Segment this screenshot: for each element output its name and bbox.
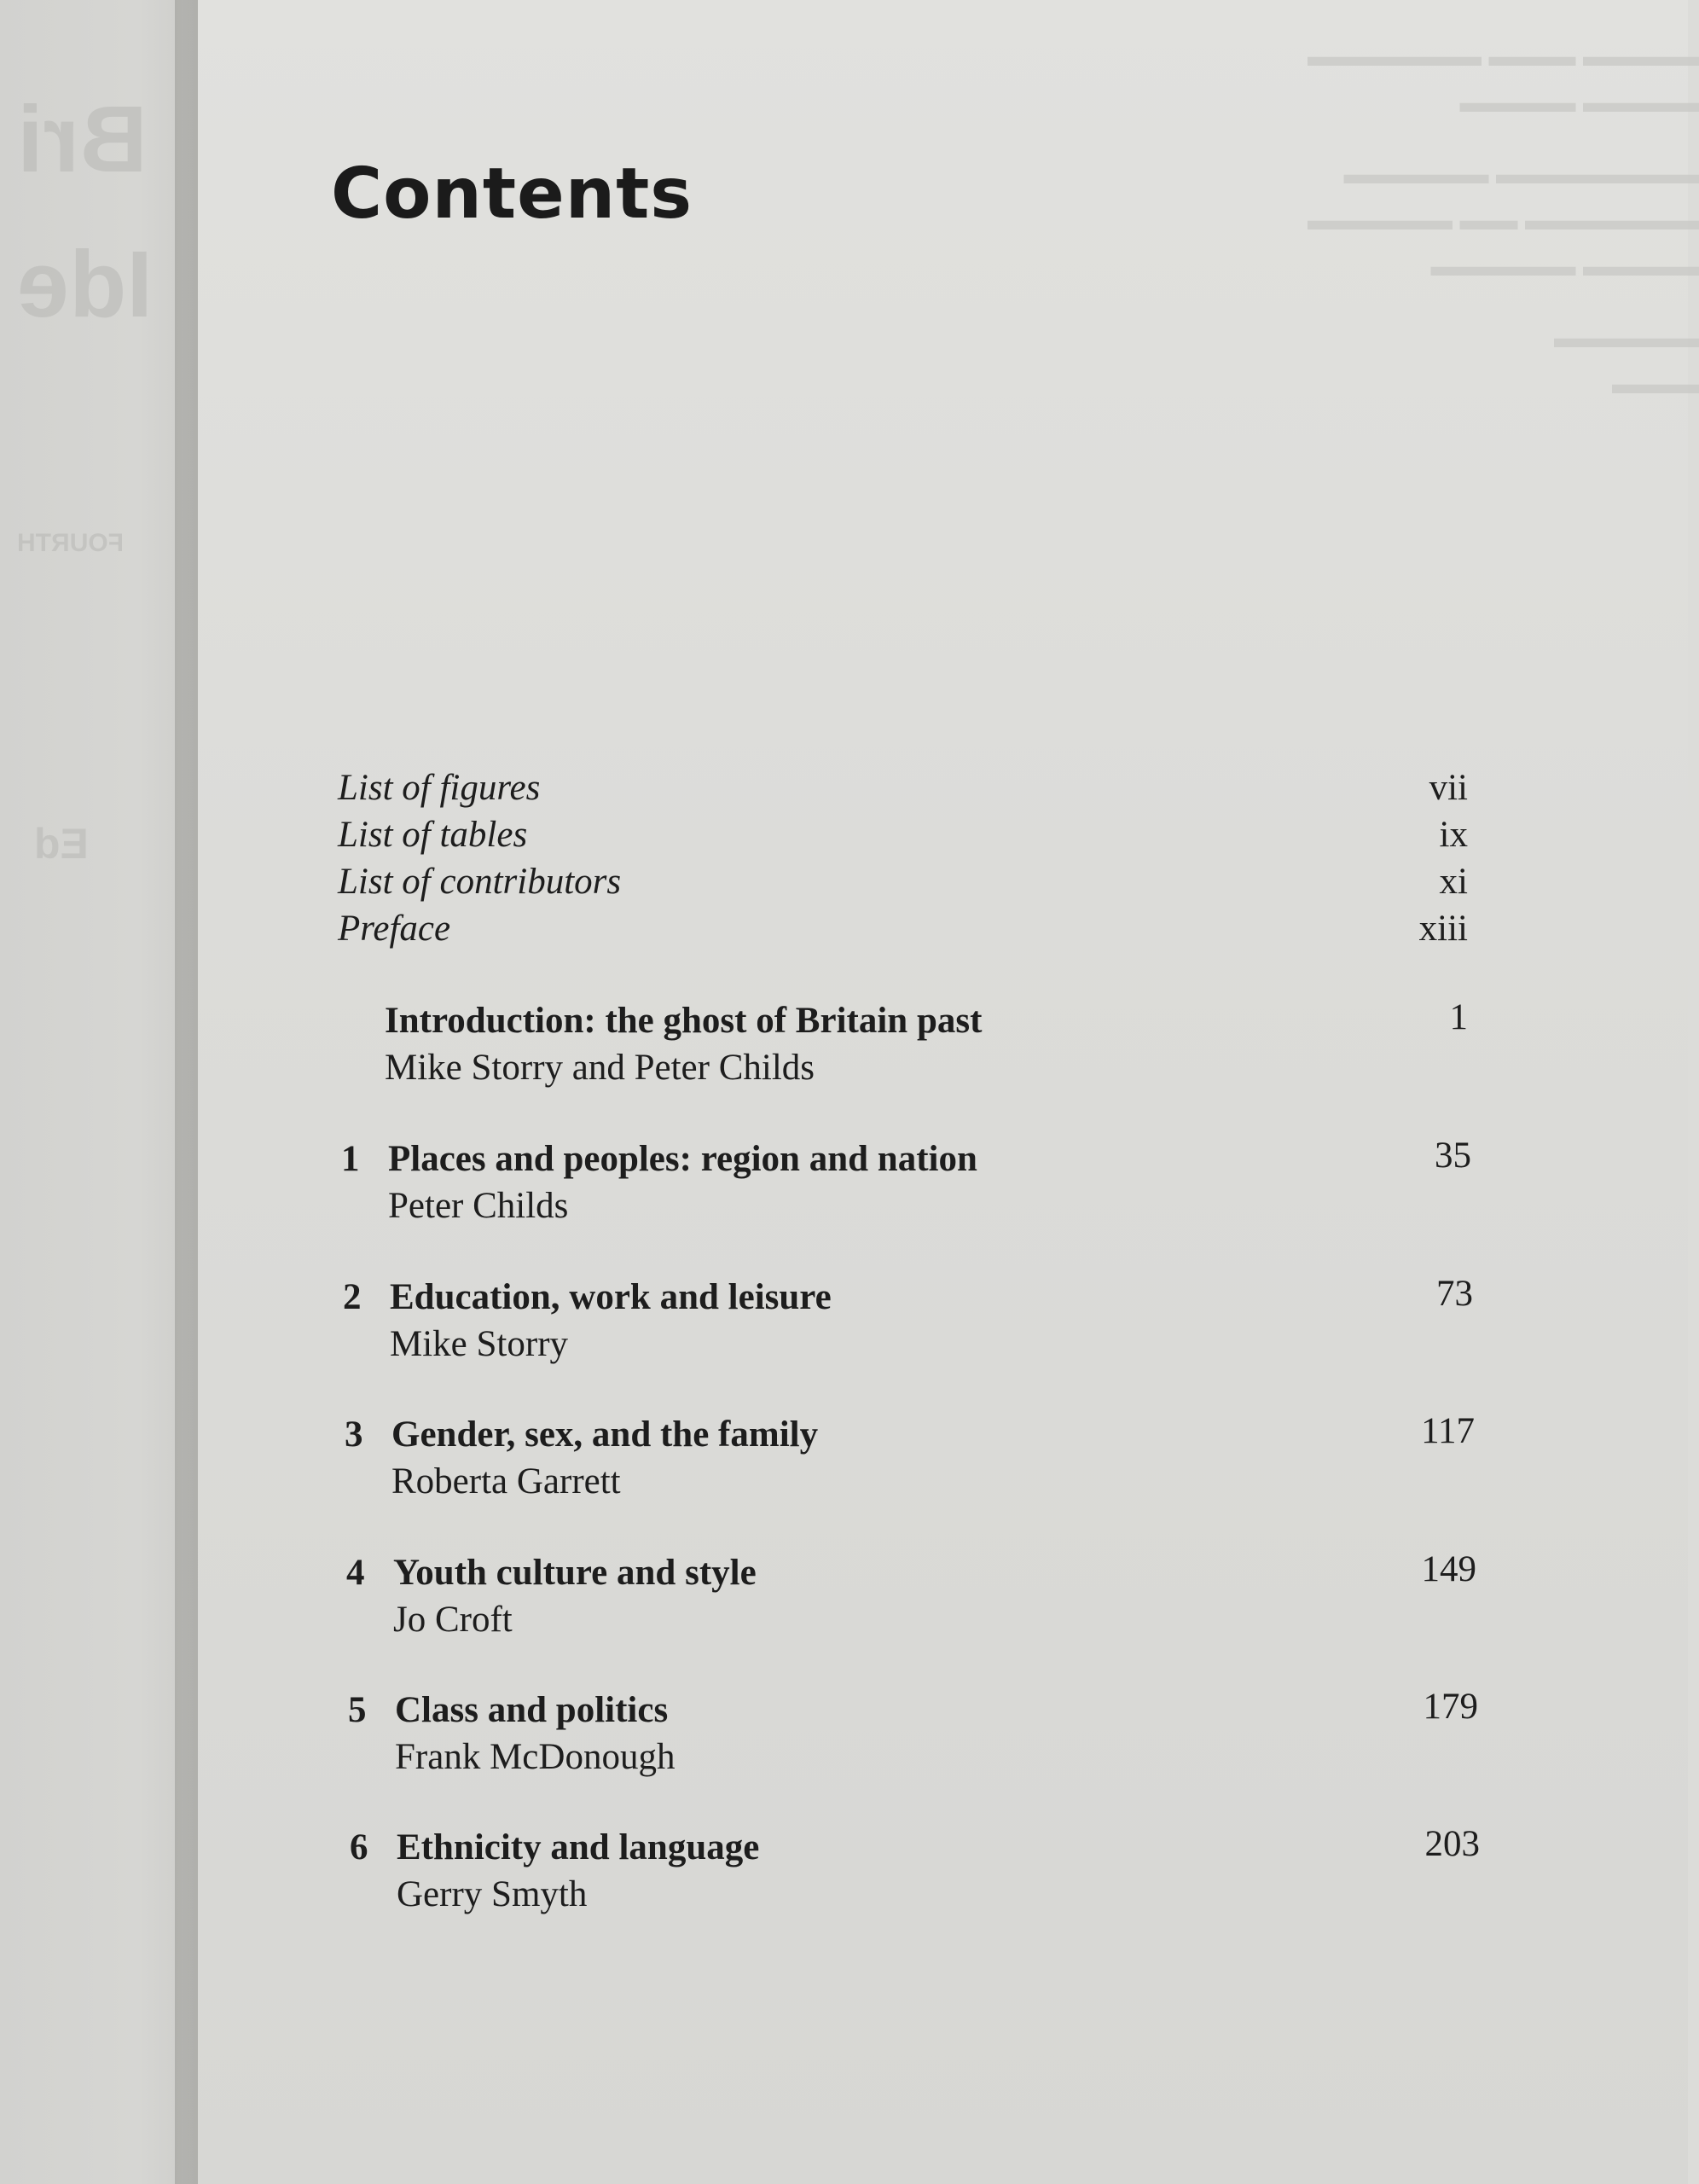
chapter-author: Frank McDonough xyxy=(395,1737,676,1777)
list-item-label: List of tables xyxy=(338,815,528,855)
show-through-lettering: Ide xyxy=(17,232,153,337)
show-through-text: ▬▬▬▬ ▬▬▬ ▬▬▬▬▬▬ ▬▬▬▬ ▬▬▬▬ ▬▬▬▬▬▬▬ ▬▬▬▬▬ ▬▬▬▬▬▬ ▬▬ ▬▬▬▬▬ ▬▬▬▬ ▬▬▬▬▬ ▬▬▬▬▬ ▬▬▬ xyxy=(1308,41,1699,400)
page-title: Contents xyxy=(331,154,693,235)
chapter-author: Peter Childs xyxy=(388,1186,569,1226)
chapter-page: 179 xyxy=(1423,1687,1478,1727)
chapter-number: 6 xyxy=(350,1827,368,1867)
chapter-number: 2 xyxy=(343,1277,362,1317)
chapter-page: 35 xyxy=(1435,1136,1471,1176)
list-item-page: vii xyxy=(1429,768,1468,808)
chapter-page: 203 xyxy=(1424,1824,1480,1864)
list-item-label: Preface xyxy=(338,909,451,949)
list-item[interactable] xyxy=(338,858,1468,905)
chapter-title: Gender, sex, and the family xyxy=(391,1414,819,1455)
chapter-number: 5 xyxy=(348,1690,367,1730)
chapter-number: 4 xyxy=(346,1553,365,1593)
list-item-page: xiii xyxy=(1418,909,1468,949)
show-through-lettering: Ed xyxy=(34,820,89,868)
chapter-title: Ethnicity and language xyxy=(397,1827,760,1867)
chapter-page: 73 xyxy=(1436,1274,1473,1314)
show-through-lettering: FOURTH xyxy=(17,529,124,557)
chapter-page: 149 xyxy=(1421,1549,1476,1589)
chapter-title: Education, work and leisure xyxy=(390,1277,832,1317)
chapter-title: Introduction: the ghost of Britain past xyxy=(385,1001,983,1041)
chapter-author: Gerry Smyth xyxy=(397,1874,588,1914)
chapter-number: 3 xyxy=(345,1414,363,1455)
chapter-page: 117 xyxy=(1421,1411,1475,1451)
chapter-author: Jo Croft xyxy=(393,1600,513,1640)
chapter-title: Places and peoples: region and nation xyxy=(388,1139,977,1179)
front-matter-list xyxy=(338,764,1468,952)
chapter-title: Class and politics xyxy=(395,1690,669,1730)
chapter-number: 1 xyxy=(341,1139,360,1179)
list-item-label: List of contributors xyxy=(338,862,622,902)
list-item-page: ix xyxy=(1439,815,1468,855)
chapter-page: 1 xyxy=(1449,997,1468,1037)
show-through-lettering: Bri xyxy=(17,87,148,192)
left-facing-page xyxy=(0,0,198,2184)
chapter-title: Youth culture and style xyxy=(393,1553,757,1593)
list-item[interactable] xyxy=(338,905,1468,952)
chapter-author: Mike Storry xyxy=(390,1324,569,1364)
list-item[interactable] xyxy=(338,811,1468,858)
list-item-page: xi xyxy=(1439,862,1468,902)
chapter-author: Mike Storry and Peter Childs xyxy=(385,1048,815,1088)
list-item[interactable] xyxy=(338,764,1468,811)
chapter-author: Roberta Garrett xyxy=(391,1461,621,1502)
list-item-label: List of figures xyxy=(338,768,541,808)
